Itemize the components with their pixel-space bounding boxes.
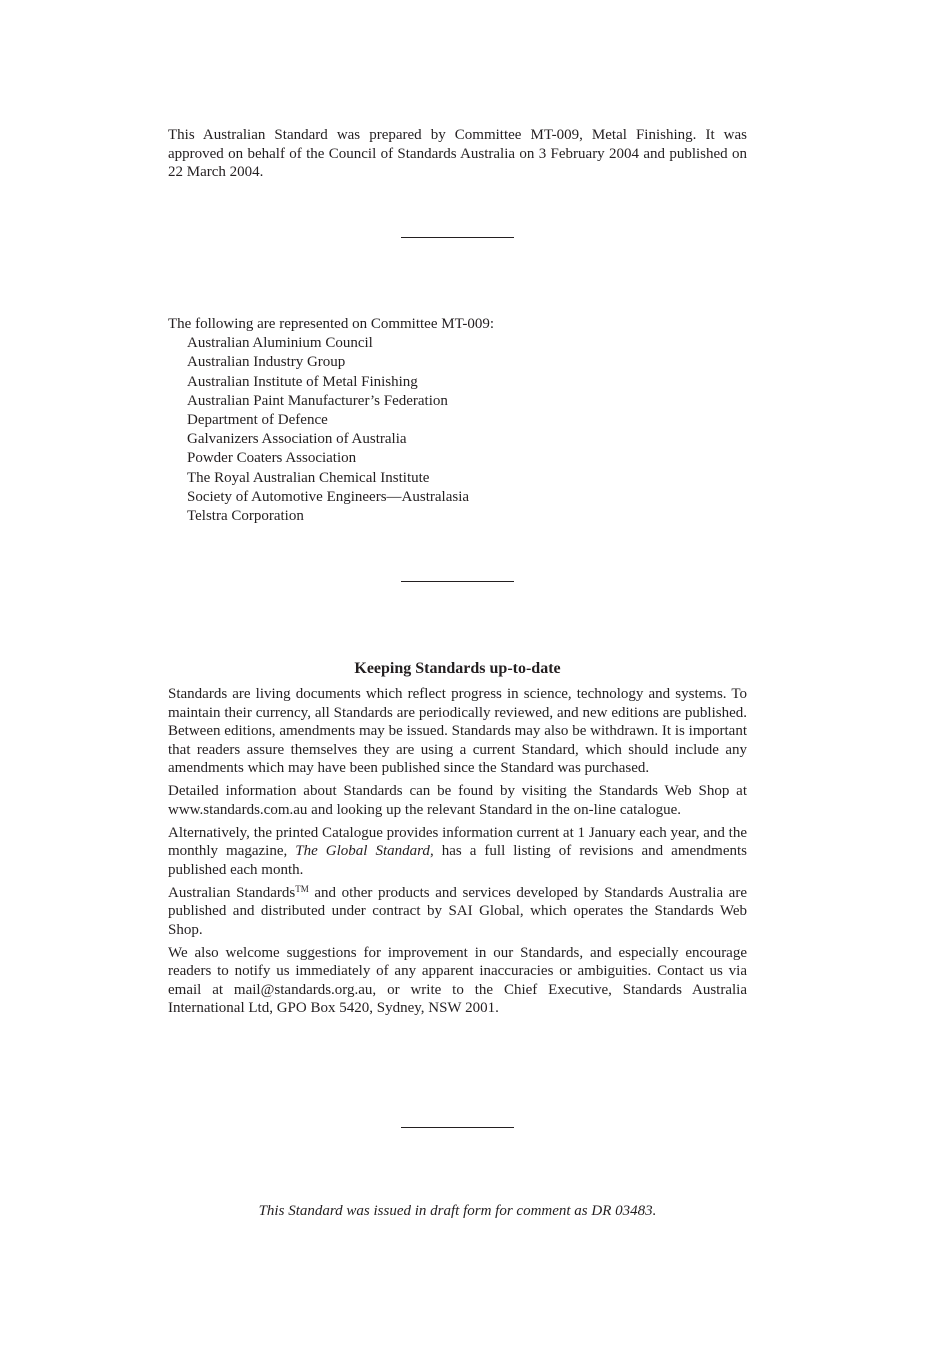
catalogue-text-start: Alternatively, the printed Catalogue provides information current at 1 January each year, and the monthly magazine, [168, 824, 747, 859]
committee-member: Telstra Corporation [187, 508, 304, 525]
committee-member: Australian Aluminium Council [187, 335, 373, 352]
committee-member: Australian Industry Group [187, 354, 346, 371]
draft-note: This Standard was issued in draft form for comment as DR 03483. [258, 1203, 657, 1219]
committee-member: Department of Defence [187, 412, 328, 429]
divider-rule [401, 581, 514, 582]
committee-member: Australian Institute of Metal Finishing [187, 373, 418, 390]
trademark-text-start: Australian Standards [168, 884, 296, 901]
magazine-title: The Global Standard [295, 843, 430, 859]
committee-member-list [168, 334, 747, 526]
divider-rule [401, 237, 514, 238]
section-title: Keeping Standards up-to-date [354, 660, 561, 677]
committee-member: Society of Automotive Engineers—Australasia [187, 488, 470, 505]
paragraph-web-shop: Detailed information about Standards can be found by visiting the Standards Web Shop at www.standards.com.au and looking up the relevant Standard in the on-line catalogue. [168, 783, 747, 818]
paragraph-trademark [168, 884, 747, 940]
committee-member: Galvanizers Association of Australia [187, 431, 407, 448]
committee-section [168, 315, 747, 526]
committee-member: Powder Coaters Association [187, 450, 357, 467]
catalogue-text-end: , has a full listing of revisions and amendments published each month. [168, 843, 747, 878]
keeping-up-to-date-section [168, 659, 747, 1022]
committee-member: The Royal Australian Chemical Institute [187, 469, 430, 486]
preparation-text: This Australian Standard was prepared by Committee MT-009, Metal Finishing. It was approved on behalf of the Council of Standards Australia on 3 February 2004 and published on 22 March 2004. [168, 127, 747, 180]
preparation-statement [168, 126, 747, 182]
trademark-symbol: TM [295, 883, 309, 894]
divider-rule [401, 1127, 514, 1128]
paragraph-living-documents: Standards are living documents which reflect progress in science, technology and systems. To maintain their currency, all Standards are periodically reviewed, and new editions are published. Between editions, amendments may be issued. Standards may also be withdrawn. It is important that readers assure themselves they are using a current Standard, which should include any amendments which may have been published since the Standard was purchased. [168, 686, 747, 776]
paragraph-catalogue [168, 824, 747, 880]
committee-heading: The following are represented on Committee MT-009: [168, 316, 495, 332]
paragraph-suggestions: We also welcome suggestions for improvement in our Standards, and especially encourage readers to notify us immediately of any apparent inaccuracies or ambiguities. Contact us via email at mail@standards.org.au, or write to the Chief Executive, Standards Australia International Ltd, GPO Box 5420, Sydney, NSW 2001. [168, 944, 747, 1016]
trademark-text-end: and other products and services developed by Standards Australia are published and distributed under contract by SAI Global, which operates the Standards Web Shop. [168, 884, 747, 938]
committee-member: Australian Paint Manufacturer’s Federation [187, 392, 448, 409]
